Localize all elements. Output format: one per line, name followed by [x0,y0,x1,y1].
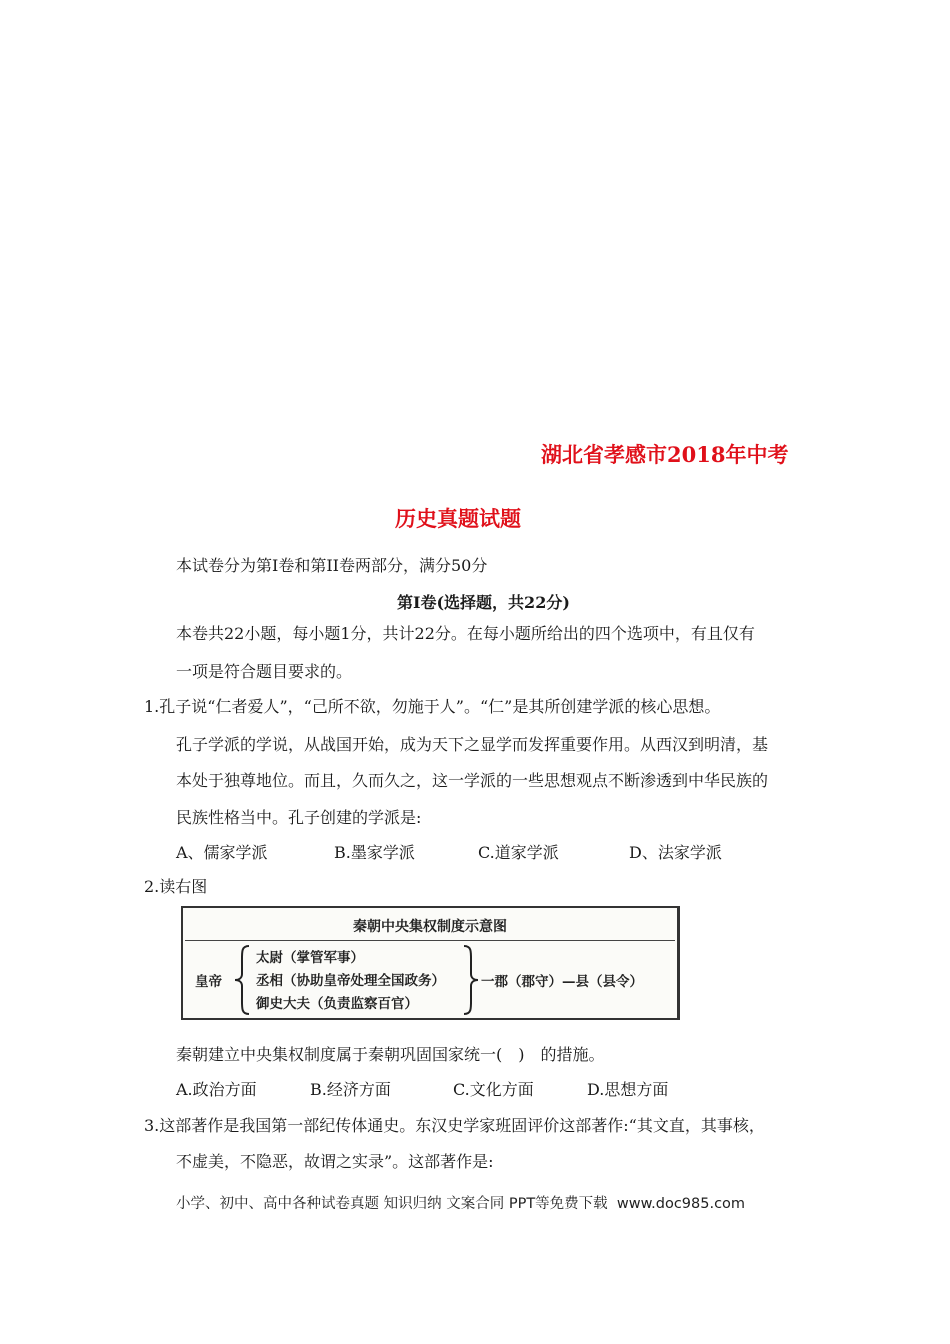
question-1-line-1: 1.孔子说“仁者爱人”，“己所不欲，勿施于人”。“仁”是其所创建学派的核心思想。 [144,697,721,716]
page-title-line2: 历史真题试题 [395,506,521,531]
qin-centralization-diagram [181,906,680,1020]
section-heading: 第I卷(选择题，共22分) [397,593,570,612]
question-3-line-2: 不虚美，不隐恶，故谓之实录”。这部著作是: [176,1152,494,1171]
question-3-line-1: 3.这部著作是我国第一部纪传体通史。东汉史学家班固评价这部著作:“其文直，其事核， [144,1116,765,1135]
question-2-option-b: B.经济方面 [310,1080,391,1099]
footer-text: 小学、初中、高中各种试卷真题 知识归纳 文案合同 PPT等免费下载 [176,1196,608,1212]
left-brace-icon [233,944,253,1016]
footer-site-link[interactable]: www.doc985.com [616,1196,746,1212]
footer-promo [176,1192,745,1213]
instruction-line-1: 本卷共22小题，每小题1分，共计22分。在每小题所给出的四个选项中，有且仅有 [176,624,755,643]
diagram-official-1: 太尉（掌管军事） [256,950,364,966]
question-2-stem: 2.读右图 [144,877,208,896]
question-1-line-2: 孔子学派的学说，从战国开始，成为天下之显学而发挥重要作用。从西汉到明清，基 [176,735,769,754]
question-1-option-c: C.道家学派 [478,843,559,862]
question-2-option-d: D.思想方面 [587,1080,669,1099]
diagram-official-3: 御史大夫（负责监察百官） [256,996,418,1012]
question-1-line-4: 民族性格当中。孔子创建的学派是: [176,808,422,827]
question-1-option-b: B.墨家学派 [334,843,415,862]
page-title-line1: 湖北省孝感市2018年中考 [541,442,789,467]
instruction-line-2: 一项是符合题目要求的。 [176,662,353,681]
question-2-line: 秦朝建立中央集权制度属于秦朝巩固国家统一( ) 的措施。 [176,1045,605,1064]
right-brace-icon [460,944,480,1016]
diagram-title: 秦朝中央集权制度示意图 [353,919,507,935]
exam-structure-text: 本试卷分为第I卷和第II卷两部分，满分50分 [176,556,488,575]
diagram-emperor: 皇帝 [195,974,222,990]
question-1-option-d: D、法家学派 [629,843,722,862]
diagram-official-2: 丞相（协助皇帝处理全国政务） [256,973,445,989]
question-2-option-c: C.文化方面 [453,1080,534,1099]
question-2-option-a: A.政治方面 [176,1080,257,1099]
question-1-option-a: A、儒家学派 [176,843,268,862]
question-1-line-3: 本处于独尊地位。而且，久而久之，这一学派的一些思想观点不断渗透到中华民族的 [176,771,769,790]
diagram-divider [185,940,675,941]
diagram-local-admin: 一郡（郡守）—县（县令） [481,974,643,990]
